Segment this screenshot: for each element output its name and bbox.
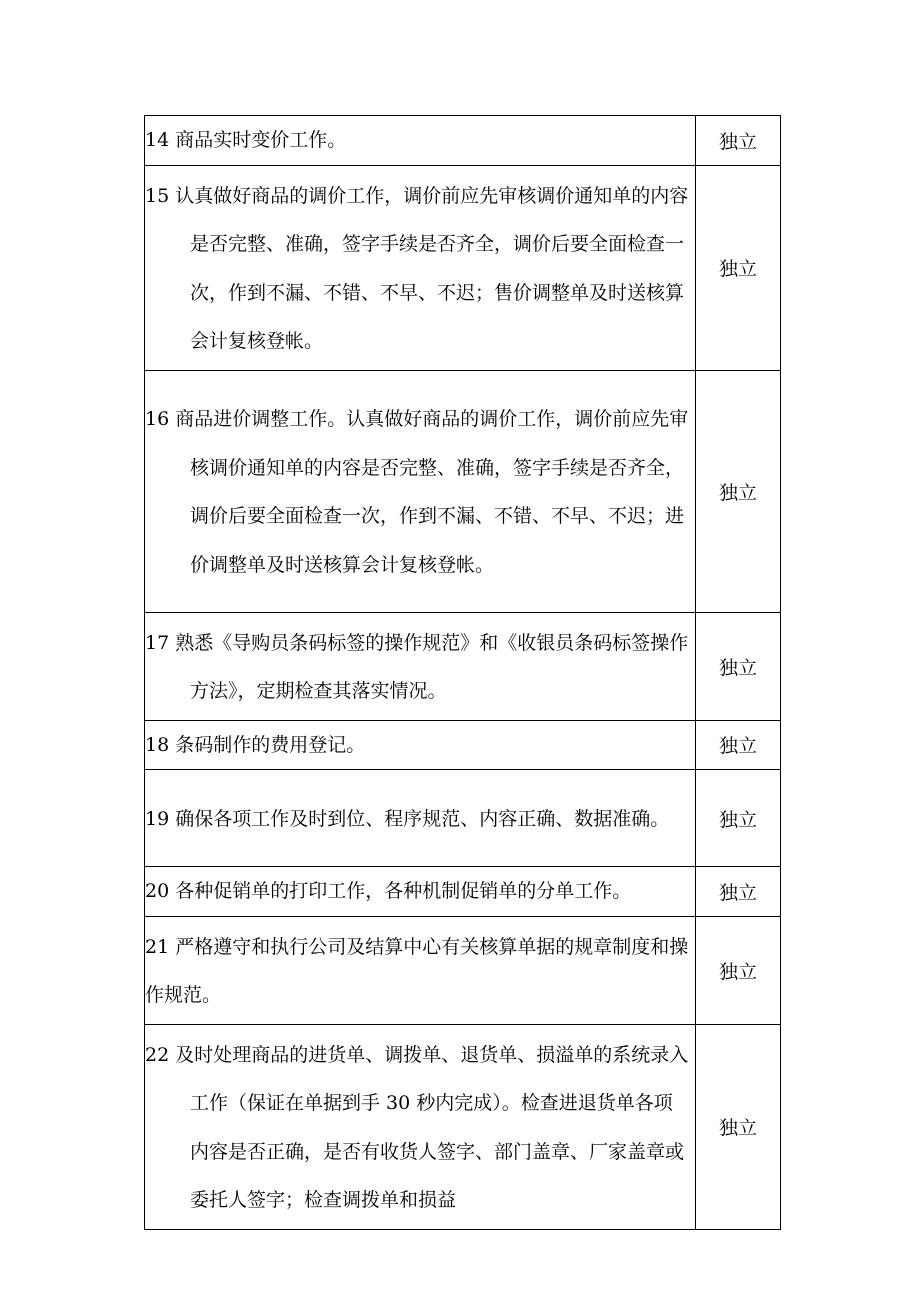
table-row (145, 116, 781, 166)
table-row (145, 612, 781, 720)
mode-cell: 独立 (696, 720, 781, 770)
duty-cell (145, 916, 696, 1024)
duties-table (144, 115, 781, 1230)
duty-cell (145, 720, 696, 770)
duty-cell (145, 612, 696, 720)
duty-text: 17 熟悉《导购员条码标签的操作规范》和《收银员条码标签操作方法》，定期检查其落实情况。 (145, 631, 689, 702)
duty-cell (145, 1024, 696, 1229)
duty-text: 22 及时处理商品的进货单、调拨单、退货单、损溢单的系统录入工作（保证在单据到手 30 秒内完成）。检查进退货单各项内容是否正确，是否有收货人签字、部门盖章、厂家盖章或委托人签字；检查调拨单和损益 (145, 1043, 689, 1211)
mode-cell: 独立 (696, 770, 781, 867)
duty-cell (145, 165, 696, 370)
table-row (145, 770, 781, 867)
mode-cell: 独立 (696, 867, 781, 917)
table-row (145, 165, 781, 370)
mode-cell: 独立 (696, 165, 781, 370)
duty-text: 16 商品进价调整工作。认真做好商品的调价工作，调价前应先审核调价通知单的内容是否完整、准确，签字手续是否齐全，调价后要全面检查一次，作到不漏、不错、不早、不迟；进价调整单及时送核算会计复核登帐。 (145, 408, 689, 576)
duty-cell (145, 867, 696, 917)
table-row (145, 867, 781, 917)
duty-cell (145, 770, 696, 867)
mode-cell: 独立 (696, 612, 781, 720)
table-row (145, 720, 781, 770)
duty-text: 14 商品实时变价工作。 (145, 129, 347, 151)
duty-text: 21 严格遵守和执行公司及结算中心有关核算单据的规章制度和操作规范。 (145, 935, 689, 1006)
table-row (145, 1024, 781, 1229)
table-row (145, 916, 781, 1024)
mode-cell: 独立 (696, 916, 781, 1024)
duty-cell (145, 370, 696, 612)
duty-text: 19 确保各项工作及时到位、程序规范、内容正确、数据准确。 (145, 807, 670, 830)
mode-cell: 独立 (696, 1024, 781, 1229)
table-row (145, 370, 781, 612)
duty-text: 15 认真做好商品的调价工作，调价前应先审核调价通知单的内容是否完整、准确，签字手续是否齐全，调价后要全面检查一次，作到不漏、不错、不早、不迟；售价调整单及时送核算会计复核登帐。 (145, 184, 689, 352)
duty-cell (145, 116, 696, 166)
mode-cell: 独立 (696, 116, 781, 166)
duty-text: 18 条码制作的费用登记。 (145, 733, 366, 756)
mode-cell: 独立 (696, 370, 781, 612)
duty-text: 20 各种促销单的打印工作，各种机制促销单的分单工作。 (145, 880, 632, 902)
